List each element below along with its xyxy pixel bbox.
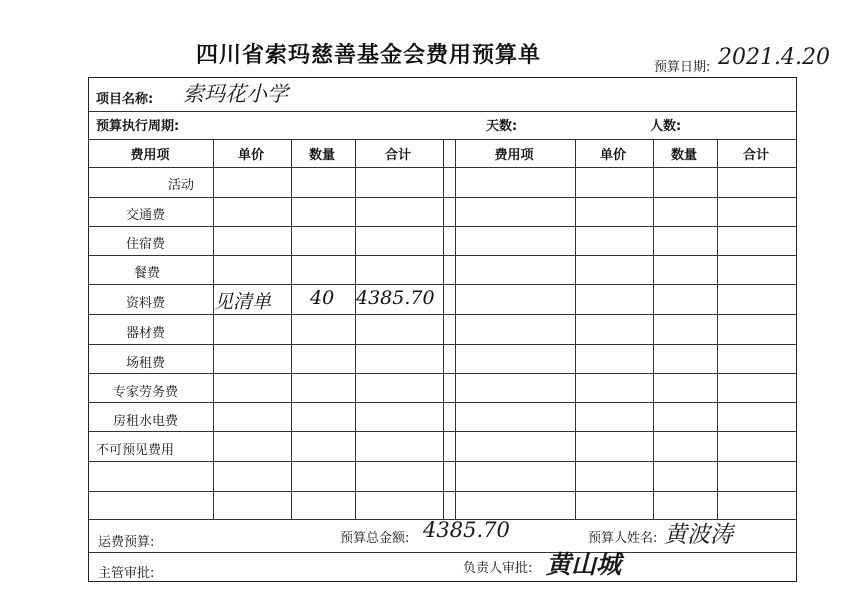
budget-date-value: 2021.4.20 bbox=[718, 45, 830, 70]
header-quantity-right: 数量 bbox=[670, 148, 697, 163]
col-divider bbox=[355, 139, 356, 519]
budget-date-label: 预算日期: bbox=[654, 60, 711, 75]
materials-quantity: 40 bbox=[310, 287, 335, 309]
expense-item-label: 不可预见费用 bbox=[96, 443, 175, 458]
expense-item-label: 场租费 bbox=[126, 356, 166, 371]
header-item-right: 费用项 bbox=[494, 148, 534, 163]
header-total-right: 合计 bbox=[742, 148, 769, 163]
col-divider bbox=[575, 139, 576, 519]
expense-item-label: 活动 bbox=[168, 178, 195, 193]
preparer-signature: 黄波涛 bbox=[664, 522, 733, 548]
header-unit-price-left: 单价 bbox=[237, 148, 264, 163]
responsible-approval-label: 负责人审批: bbox=[463, 561, 533, 576]
materials-total: 4385.70 bbox=[356, 287, 435, 309]
preparer-name-label: 预算人姓名: bbox=[588, 531, 658, 546]
col-divider bbox=[213, 139, 214, 519]
project-name-value: 索玛花小学 bbox=[183, 82, 288, 106]
expense-item-label: 房租水电费 bbox=[113, 414, 179, 429]
budget-title: 四川省索玛慈善基金会费用预算单 bbox=[196, 42, 542, 68]
row-divider bbox=[89, 111, 796, 112]
expense-item-label: 餐费 bbox=[134, 266, 161, 281]
period-label: 预算执行周期: bbox=[96, 119, 180, 134]
row-divider bbox=[89, 552, 796, 553]
header-total-left: 合计 bbox=[384, 148, 411, 163]
expense-item-label: 资料费 bbox=[126, 296, 166, 311]
expense-item-label: 交通费 bbox=[126, 208, 166, 223]
materials-unit-price: 见清单 bbox=[214, 291, 272, 313]
total-amount-label: 预算总金额: bbox=[340, 531, 410, 546]
supervisor-approval-label: 主管审批: bbox=[98, 566, 155, 581]
responsible-signature: 黄山城 bbox=[546, 550, 622, 579]
header-unit-price-right: 单价 bbox=[599, 148, 626, 163]
people-label: 人数: bbox=[650, 119, 682, 134]
header-quantity-left: 数量 bbox=[308, 148, 335, 163]
col-divider bbox=[717, 139, 718, 519]
header-item-left: 费用项 bbox=[130, 148, 170, 163]
expense-item-label: 住宿费 bbox=[126, 237, 166, 252]
col-divider bbox=[455, 139, 456, 519]
col-divider bbox=[653, 139, 654, 519]
col-divider bbox=[291, 139, 292, 519]
col-divider bbox=[443, 139, 444, 519]
freight-budget-label: 运费预算: bbox=[98, 535, 155, 550]
days-label: 天数: bbox=[486, 119, 518, 134]
total-amount-value: 4385.70 bbox=[423, 518, 510, 542]
project-name-label: 项目名称: bbox=[96, 92, 154, 107]
expense-item-label: 器材费 bbox=[126, 326, 166, 341]
expense-item-label: 专家劳务费 bbox=[113, 385, 179, 400]
